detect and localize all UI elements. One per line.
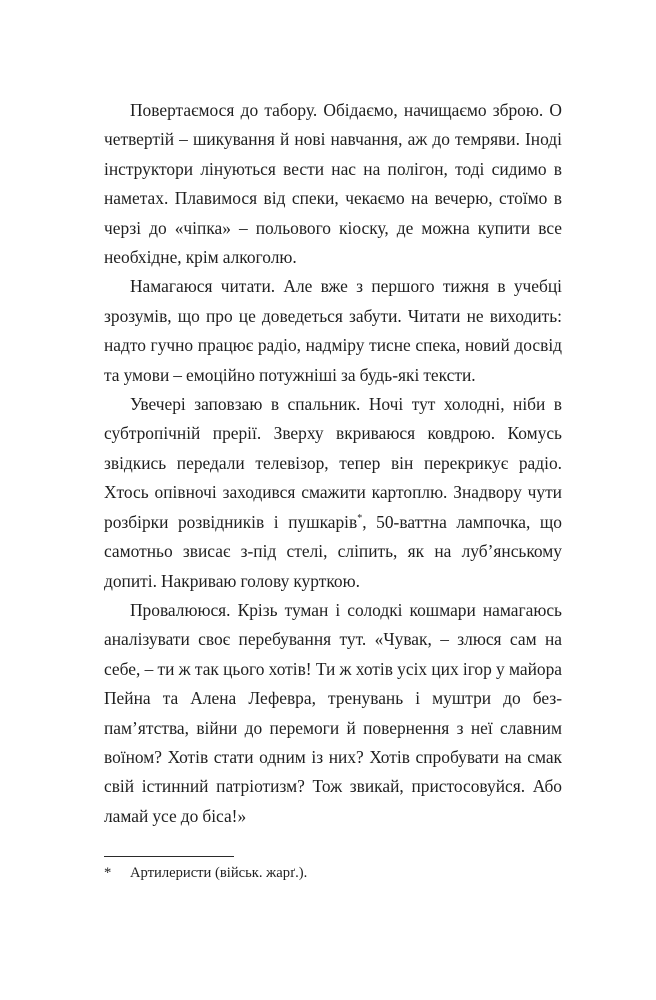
footnote-divider — [104, 856, 234, 857]
footnote — [104, 862, 562, 884]
body-text — [104, 96, 562, 831]
paragraph-2: Намагаюся читати. Але вже з першого тижня в учебці зрозумів, що про це доведеться забути. Читати не виходить: надто гучно працює радіо, надміру тисне спека, новий досвід та умови – емоційно потужніші за будь-які тексти. — [104, 276, 562, 385]
paragraph-3 — [104, 390, 562, 596]
footnote-reference: * — [357, 512, 363, 524]
paragraph-1: Повертаємося до табору. Обідаємо, начищаємо зброю. О четвертій – шикування й нові навчання, аж до темряви. Іноді інструктори лінуються вести нас на полігон, тоді сидимо в наметах. Плавимося від спеки, чекаємо на вечерю, стоїмо в черзі до «чіпка» – польового кіоску, де можна купити все необхідне, крім алкоголю. — [104, 100, 562, 268]
paragraph-4: Провалююся. Крізь туман і солодкі кошмари намагаюсь аналізувати своє перебування тут. «Чувак, – злюся сам на себе, – ти ж так цього хотів! Ти ж хотів усіх цих ігор у майора Пейна та Алена Лефевра, тренувань і муштри до безпам’ятства, війни до перемоги й повернення з неї славним воїном? Хотів стати одним із них? Хотів спробувати на смак свій істинний патріотизм? Тож звикай, пристосовуйся. Або ламай усе до біса!» — [104, 599, 562, 826]
footnote-text: Артилеристи (військ. жарґ.). — [130, 865, 308, 881]
footnote-marker: * — [104, 865, 112, 881]
paragraph-3-text: Увечері заповзаю в спальник. Ночі тут холодні, ніби в субтропічній прерії. Зверху вкриваюся ковдрою. Комусь звідкись передали телевізор, тепер він перекрикує радіо. Хтось опівночі заходився смажити картоплю. Знадвору чути розбірки розвідників і пушкарів — [104, 394, 562, 532]
paragraph-3-tail: , 50-ваттна лампочка, що самотньо звисає з-під стелі, сліпить, як на луб’янському допиті. Накриваю голову курткою. — [104, 511, 562, 591]
